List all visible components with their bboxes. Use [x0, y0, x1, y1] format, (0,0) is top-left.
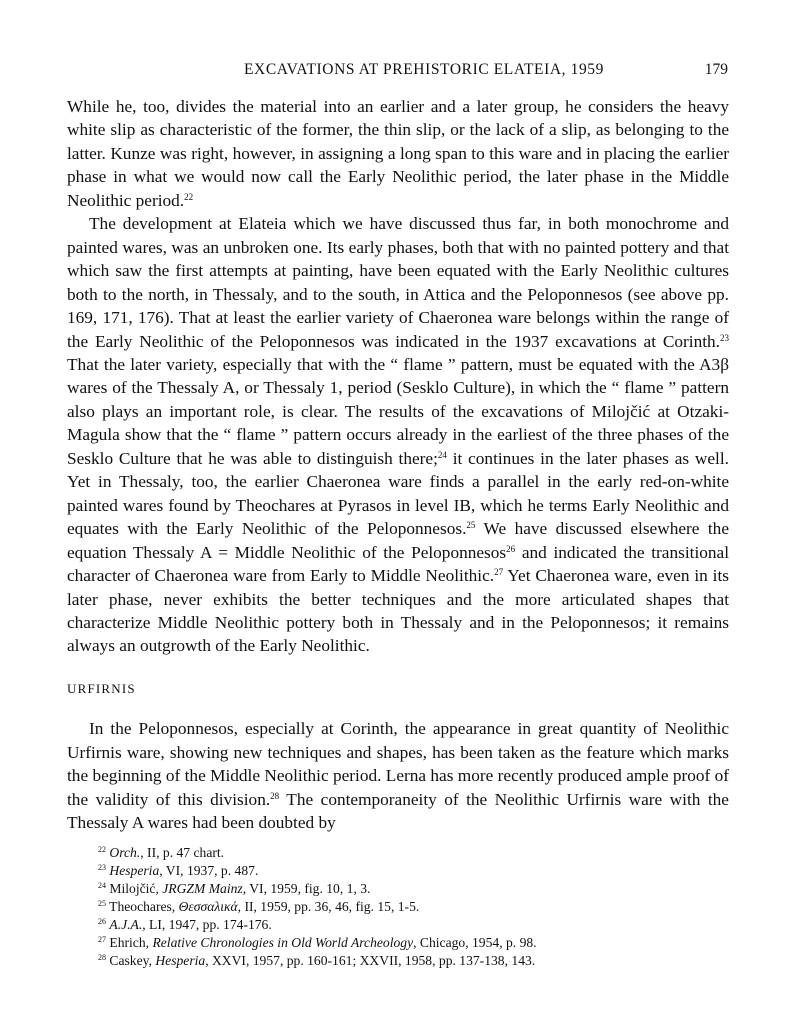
footnote-ref-27: 27 — [494, 567, 504, 578]
footnote-rest: , II, 1959, pp. 36, 46, fig. 15, 1-5. — [237, 899, 420, 914]
footnote-rest: , Chicago, 1954, p. 98. — [413, 935, 537, 950]
paragraph-3-text-1: In the Peloponnesos, especially at Corinth, the appearance in great quantity of Neolithic Urfirnis ware, showing new techniques and shapes, has been taken as the feature which marks the beginning of the Middle Neolithic period. Lerna has more recently produced ample proof of the validity of this division. — [67, 719, 729, 809]
footnote-24 — [98, 880, 718, 898]
footnote-number: 28 — [98, 953, 106, 962]
paragraph-2-text-6: Yet Chaeronea ware, even in its later phase, never exhibits the better techniques and the more articulated shapes that characterize Middle Neolithic pottery both in Thessaly and in the Peloponnesos; it remains always an outgrowth of the Early Neolithic. — [67, 566, 729, 656]
section-title: URFIRNIS — [67, 680, 136, 696]
footnote-title: Orch. — [109, 845, 141, 860]
footnote-rest: , VI, 1959, fig. 10, 1, 3. — [242, 881, 371, 896]
paragraph-2-text-2: That the later variety, especially that with the “ flame ” pattern, must be equated with the A3β wares of the Thessaly A, or Thessaly 1, period (Sesklo Culture), in which the “ flame ” pattern also plays an important role, is clear. The results of the excavations of Milojčić at Otzaki-Magula show that the “ flame ” pattern occurs already in the earliest of the three phases of the Sesklo Culture that he was able to distinguish there; — [67, 354, 729, 468]
footnote-author: Caskey, — [109, 953, 156, 968]
footnote-rest: , XXVI, 1957, pp. 160-161; XXVII, 1958, pp. 137-138, 143. — [205, 953, 536, 968]
footnote-rest: , VI, 1937, p. 487. — [159, 863, 259, 878]
main-text — [67, 95, 729, 835]
footnote-rest: , LI, 1947, pp. 174-176. — [142, 917, 272, 932]
footnote-author: Milojčić, — [109, 881, 163, 896]
footnote-title: A.J.A. — [109, 917, 143, 932]
paragraph-2-text-1: The development at Elateia which we have discussed thus far, in both monochrome and painted wares, was an unbroken one. Its early phases, both that with no painted pottery and that which saw the first attempts at painting, have been equated with the Early Neolithic cultures both to the north, in Thessaly, and to the south, in Attica and the Peloponnesos (see above pp. 169, 171, 176). That at least the earlier variety of Chaeronea ware belongs within the range of the Early Neolithic of the Peloponnesos was indicated in the 1937 excavations at Corinth. — [67, 214, 729, 351]
footnote-rest: , II, p. 47 chart. — [140, 845, 225, 860]
paragraph-3 — [67, 717, 729, 834]
running-title: EXCAVATIONS AT PREHISTORIC ELATEIA, 1959 — [243, 61, 604, 78]
paragraph-2-text-5: and indicated the transitional character of Chaeronea ware from Early to Middle Neolithic. — [67, 542, 729, 586]
footnote-title: Θεσσαλικά — [178, 899, 238, 914]
footnote-title: JRGZM Mainz — [162, 881, 243, 896]
paragraph-1-text: While he, too, divides the material into an earlier and a later group, he considers the heavy white slip as characteristic of the former, the thin slip, or the lack of a slip, as belonging to the latter. Kunze was right, however, in assigning a long span to this ware and in placing the earlier phase in what we would now call the Early Neolithic period, the later phase in the Middle Neolithic period. — [67, 97, 729, 210]
footnote-title: Relative Chronologies in Old World Archeology — [152, 935, 414, 950]
footnote-title: Hesperia — [109, 863, 160, 878]
footnote-number: 25 — [98, 899, 106, 908]
footnote-23 — [98, 862, 718, 880]
footnote-ref-28: 28 — [270, 790, 280, 801]
footnote-26 — [98, 916, 718, 934]
footnote-ref-25: 25 — [466, 520, 476, 531]
page-number: 179 — [704, 61, 728, 78]
footnote-22 — [98, 844, 718, 862]
footnote-number: 26 — [98, 917, 106, 926]
footnote-number: 23 — [98, 863, 106, 872]
paragraph-2-text-3: it continues in the later phases as well. Yet in Thessaly, too, the earlier Chaeronea ware finds a parallel in the early red-on-white painted wares found by Theochares at Pyrasos in level IB, which he terms Early Neolithic and equates with the Early Neolithic of the Peloponnesos. — [67, 448, 729, 539]
running-header — [120, 61, 728, 79]
paragraph-2 — [67, 212, 729, 658]
footnote-ref-24: 24 — [437, 449, 447, 460]
paragraph-3-text-2: The contemporaneity of the Neolithic Urfirnis ware with the Thessaly A wares had been doubted by — [67, 789, 729, 833]
footnote-25 — [98, 898, 718, 916]
footnote-number: 24 — [98, 881, 106, 890]
footnote-ref-26: 26 — [506, 543, 516, 554]
footnote-27 — [98, 934, 718, 952]
footnote-28 — [98, 952, 718, 970]
footnote-ref-23: 23 — [720, 332, 729, 343]
footnote-number: 22 — [98, 845, 106, 854]
paragraph-1 — [67, 95, 729, 212]
footnote-number: 27 — [98, 935, 106, 944]
footnote-ref-22: 22 — [184, 191, 194, 202]
footnotes — [98, 844, 718, 970]
footnote-title: Hesperia — [155, 953, 206, 968]
footnote-author: Theochares, — [109, 899, 179, 914]
footnote-author: Ehrich, — [109, 935, 153, 950]
paragraph-2-text-4: We have discussed elsewhere the equation Thessaly A = Middle Neolithic of the Peloponnesos — [67, 519, 729, 562]
